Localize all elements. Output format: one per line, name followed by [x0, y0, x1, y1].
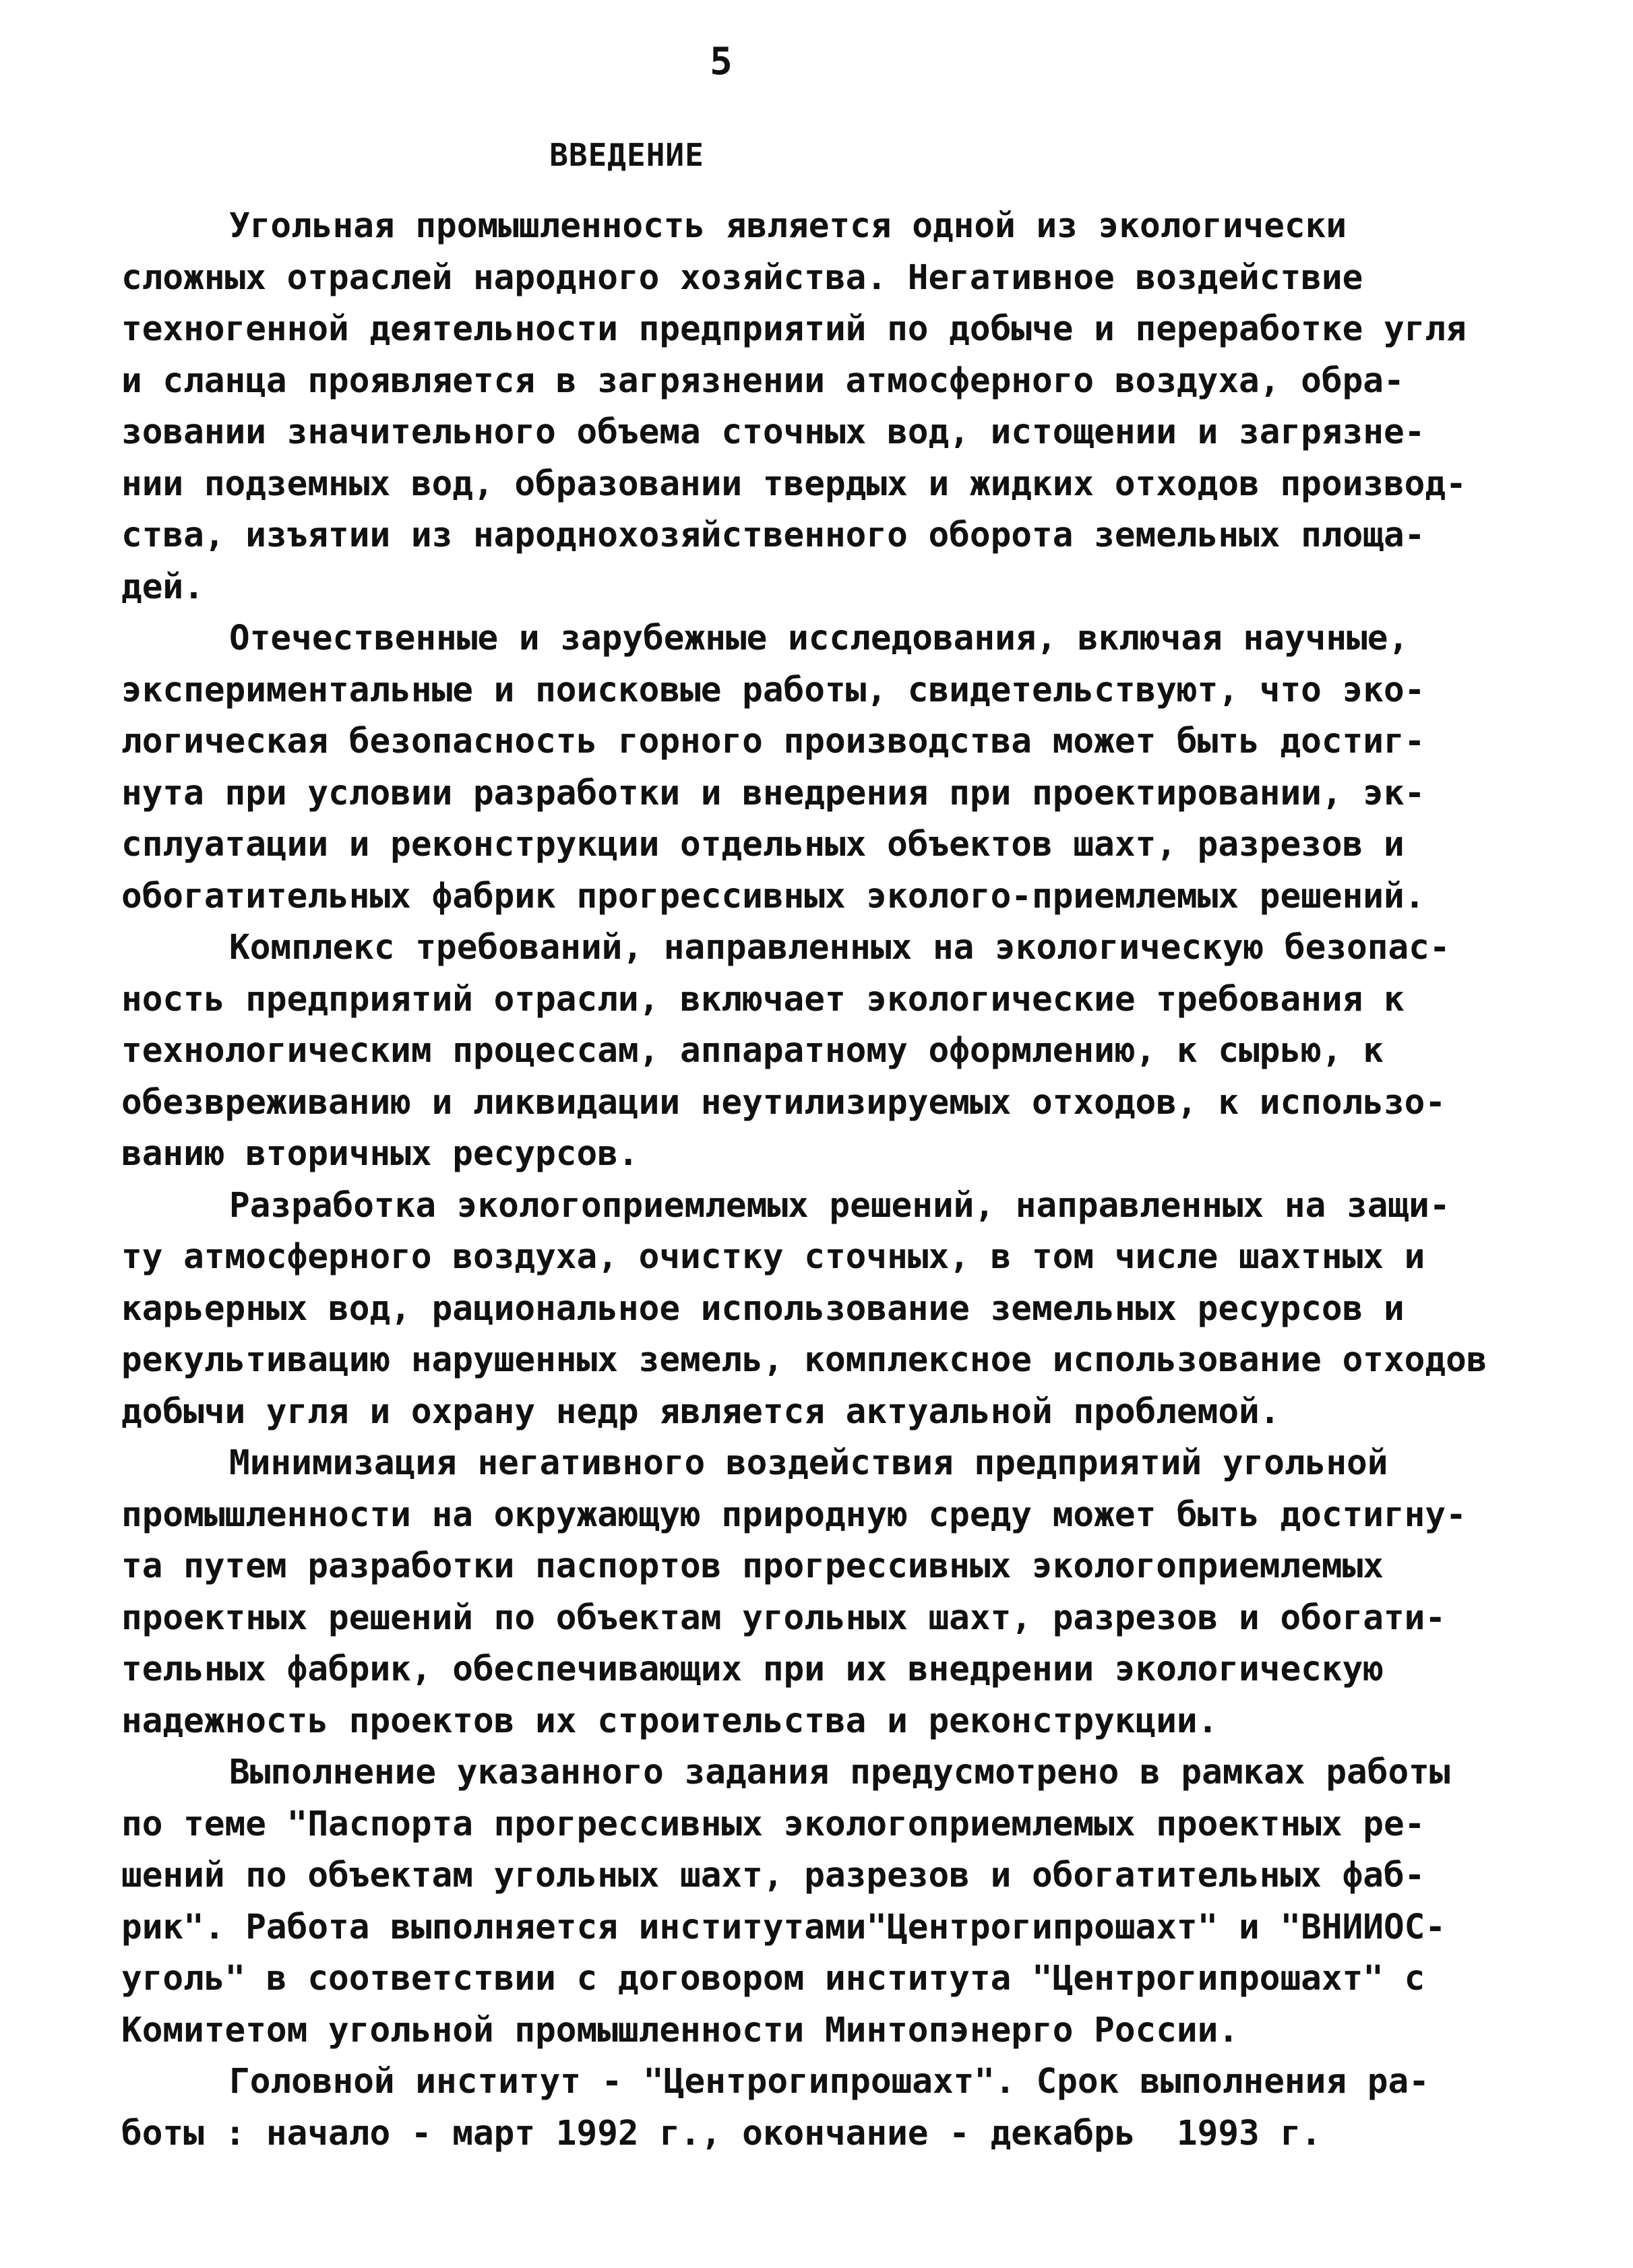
- text-line: ства, изъятии из народнохозяйственного оборота земельных площа-: [121, 515, 1425, 555]
- text-line: ту атмосферного воздуха, очистку сточных, в том числе шахтных и: [121, 1237, 1425, 1277]
- text-line: рик". Работа выполняется институтами"Центрогипрошахт" и "ВНИИОС-: [121, 1907, 1446, 1947]
- page-number: 5: [710, 40, 733, 84]
- text-line: рекультивацию нарушенных земель, комплексное использование отходов: [121, 1340, 1487, 1380]
- text-line: Угольная промышленность является одной из экологически: [229, 206, 1347, 246]
- text-line: Выполнение указанного задания предусмотрено в рамках работы: [229, 1753, 1450, 1792]
- text-line: Минимизация негативного воздействия предприятий угольной: [229, 1443, 1388, 1483]
- text-line: надежность проектов их строительства и реконструкции.: [121, 1701, 1219, 1741]
- text-line: экспериментальные и поисковые работы, свидетельствуют, что эко-: [121, 670, 1425, 710]
- text-line: ванию вторичных ресурсов.: [121, 1134, 639, 1174]
- section-heading: ВВЕДЕНИЕ: [549, 137, 704, 173]
- text-line: добычи угля и охрану недр является актуальной проблемой.: [121, 1391, 1281, 1432]
- text-line: сложных отраслей народного хозяйства. Негативное воздействие: [121, 257, 1363, 298]
- text-line: карьерных вод, рациональное использование земельных ресурсов и: [121, 1288, 1405, 1329]
- text-line: Головной институт - "Центрогипрошахт". Срок выполнения ра-: [229, 2062, 1429, 2102]
- text-line: технологическим процессам, аппаратному оформлению, к сырью, к: [121, 1031, 1384, 1071]
- text-line: обезвреживанию и ликвидации неутилизируемых отходов, к использо-: [121, 1082, 1446, 1123]
- text-line: сплуатации и реконструкции отдельных объектов шахт, разрезов и: [121, 825, 1405, 864]
- text-line: Разработка экологоприемлемых решений, направленных на защи-: [229, 1185, 1450, 1226]
- text-line: ность предприятий отрасли, включает экологические требования к: [121, 979, 1405, 1019]
- text-line: Отечественные и зарубежные исследования, включая научные,: [229, 619, 1409, 658]
- text-line: Комитетом угольной промышленности Минтопэнерго России.: [121, 2010, 1239, 2050]
- text-line: Комплекс требований, направленных на экологическую безопас-: [229, 928, 1450, 968]
- text-line: техногенной деятельности предприятий по добыче и переработке угля: [121, 309, 1467, 349]
- text-line: шений по объектам угольных шахт, разрезов и обогатительных фаб-: [121, 1856, 1425, 1895]
- text-line: логическая безопасность горного производства может быть достиг-: [121, 722, 1425, 761]
- text-line: и сланца проявляется в загрязнении атмосферного воздуха, обра-: [121, 360, 1405, 401]
- text-line: по теме "Паспорта прогрессивных экологоприемлемых проектных ре-: [121, 1804, 1425, 1844]
- text-line: та путем разработки паспортов прогрессивных экологоприемлемых: [121, 1546, 1384, 1586]
- text-line: проектных решений по объектам угольных шахт, разрезов и обогати-: [121, 1598, 1446, 1638]
- text-line: обогатительных фабрик прогрессивных эколого-приемлемых решений.: [121, 876, 1425, 916]
- text-line: нии подземных вод, образовании твердых и жидких отходов производ-: [121, 464, 1467, 504]
- body-text: [121, 201, 1537, 2160]
- text-line: промышленности на окружающую природную среду может быть достигну-: [121, 1494, 1467, 1535]
- text-line: тельных фабрик, обеспечивающих при их внедрении экологическую: [121, 1649, 1384, 1689]
- text-line: нута при условии разработки и внедрения при проектировании, эк-: [121, 773, 1425, 813]
- text-line: зовании значительного объема сточных вод, истощении и загрязне-: [121, 412, 1425, 452]
- text-line: боты : начало - март 1992 г., окончание - декабрь 1993 г.: [121, 2113, 1322, 2153]
- text-line: уголь" в соответствии с договором института "Центрогипрошахт" с: [121, 1959, 1425, 1998]
- text-line: дей.: [121, 567, 204, 607]
